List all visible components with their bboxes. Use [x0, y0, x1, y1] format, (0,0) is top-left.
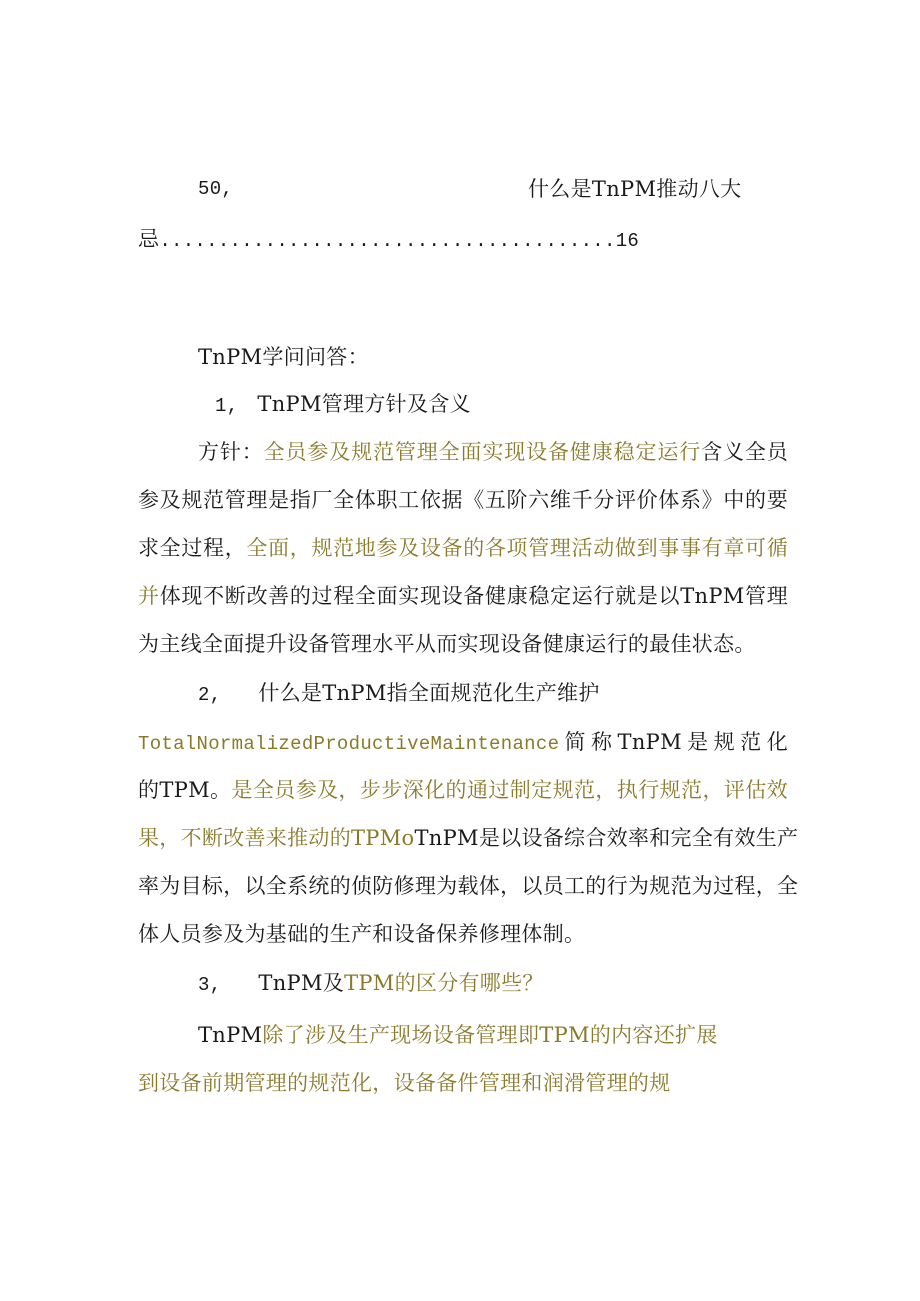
- q1-line-3-highlight: 全面，规范地参及设备的各项管理活动做到事事有章可循: [246, 536, 789, 560]
- q1-label: 方针：: [198, 440, 264, 464]
- q2-title: 什么是TnPM指全面规范化生产维护: [258, 681, 600, 705]
- q3-number: 3,: [198, 974, 222, 996]
- q3-paragraph-line-2: 到设备前期管理的规范化，设备备件管理和润滑管理的规: [138, 1071, 671, 1095]
- q2-line-4-text: TnPM是以设备综合效率和完全有效生产: [414, 826, 799, 850]
- q3-line-1-highlight: 除了涉及生产现场设备管理即TPM的内容还扩展: [262, 1023, 718, 1047]
- q2-number: 2,: [198, 684, 222, 706]
- q2-heading: [198, 678, 600, 710]
- q1-paragraph-line-1: [198, 437, 788, 467]
- q1-paragraph-line-4: [138, 581, 788, 611]
- toc-entry-title-tail: 忌: [138, 227, 160, 251]
- q2-paragraph-line-5: 率为目标，以全系统的侦防修理为载体，以员工的行为规范为过程，全: [138, 874, 799, 898]
- q3-title-highlight: TPM的区分有哪些？: [344, 971, 544, 995]
- q2-line-4-highlight: 果，不断改善来推动的TPMo: [138, 826, 415, 850]
- q2-line-3-text: 的TPM。: [138, 778, 232, 802]
- q2-paragraph-line-2: [138, 727, 788, 759]
- q2-english-term: TotalNormalizedProductiveMaintenance: [138, 733, 560, 755]
- q2-paragraph-line-3: [138, 775, 788, 805]
- section-heading: TnPM学问问答：: [198, 345, 369, 369]
- toc-entry-number: 50,: [198, 178, 234, 200]
- q1-line-4-text: 体现不断改善的过程全面实现设备健康稳定运行就是以TnPM管理: [159, 584, 788, 608]
- q2-paragraph-line-6: 体人员参及为基础的生产和设备保养修理体制。: [138, 922, 586, 946]
- q2-line-2-text: 简称TnPM是规范化: [559, 730, 788, 754]
- toc-entry-row[interactable]: [138, 224, 639, 256]
- toc-page-number: 16: [615, 230, 640, 252]
- q1-title: TnPM管理方针及含义: [257, 392, 471, 416]
- q1-paragraph-line-2: 参及规范管理是指厂全体职工依据《五阶六维千分评价体系》中的要: [138, 488, 788, 512]
- q2-paragraph-line-4: [138, 823, 799, 853]
- q1-heading: [215, 389, 471, 421]
- q1-line-3-text: 求全过程，: [138, 536, 247, 560]
- q3-heading: [198, 968, 544, 1000]
- q1-paragraph-line-5: 为主线全面提升设备管理水平从而实现设备健康运行的最佳状态。: [138, 632, 756, 656]
- q1-meaning-start: 含义全员: [701, 440, 788, 464]
- toc-entry-title[interactable]: 什么是TnPM推动八大: [528, 177, 742, 201]
- q2-line-3-highlight: 是全员参及，步步深化的通过制定规范，执行规范，评估效: [231, 778, 788, 802]
- toc-dot-leader: .......................................: [159, 230, 616, 252]
- q3-line-1-text: TnPM: [198, 1023, 263, 1047]
- q1-paragraph-line-3: [138, 533, 788, 563]
- q1-line-4-highlight: 并: [138, 584, 160, 608]
- q1-number: 1,: [215, 395, 239, 417]
- q3-title: TnPM及TPM的区分有哪些？: [258, 971, 544, 995]
- q3-paragraph-line-1: [198, 1020, 718, 1050]
- q1-policy-text: 全员参及规范管理全面实现设备健康稳定运行: [263, 440, 702, 464]
